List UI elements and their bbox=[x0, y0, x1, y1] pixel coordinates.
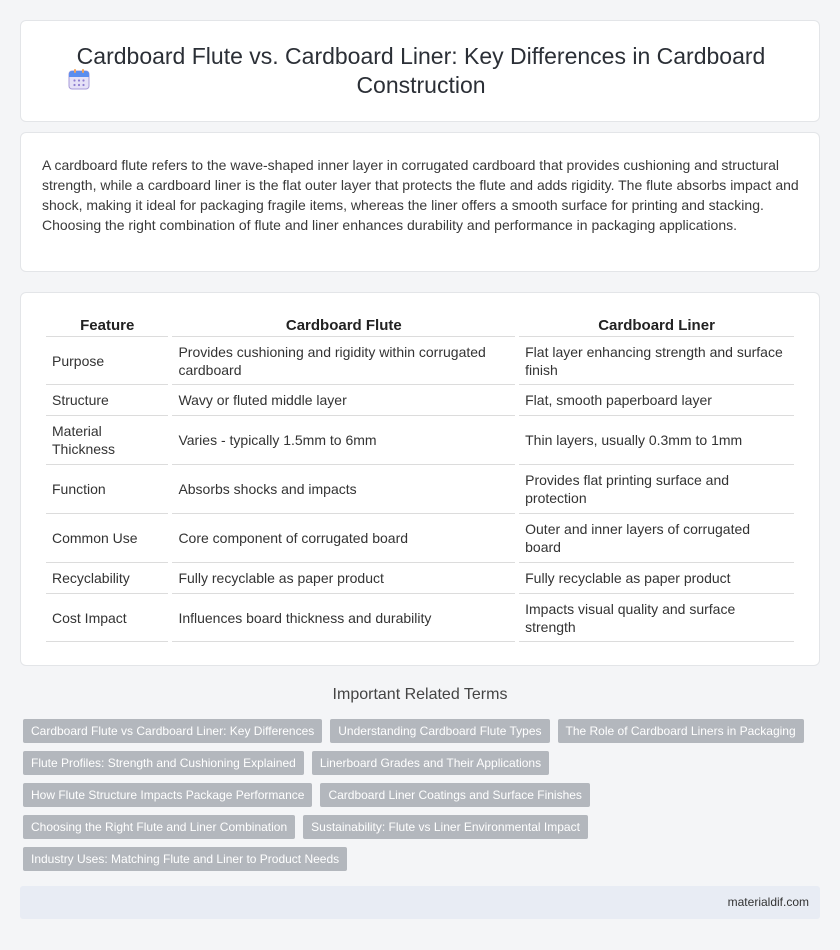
flute-cell: Core component of corrugated board bbox=[172, 514, 515, 563]
related-term-tag[interactable]: The Role of Cardboard Liners in Packaging bbox=[558, 719, 804, 743]
comparison-table-card bbox=[20, 292, 820, 666]
page-title: Cardboard Flute vs. Cardboard Liner: Key Differences in Cardboard Construction bbox=[76, 43, 766, 98]
footer bbox=[20, 886, 820, 919]
flute-cell: Provides cushioning and rigidity within corrugated cardboard bbox=[172, 337, 515, 385]
feature-cell: Purpose bbox=[46, 337, 168, 385]
related-term-tag[interactable]: Industry Uses: Matching Flute and Liner to Product Needs bbox=[23, 847, 347, 871]
liner-cell: Flat, smooth paperboard layer bbox=[519, 385, 794, 416]
related-term-tag[interactable]: Cardboard Flute vs Cardboard Liner: Key Differences bbox=[23, 719, 322, 743]
related-term-tag[interactable]: How Flute Structure Impacts Package Performance bbox=[23, 783, 312, 807]
flute-cell: Varies - typically 1.5mm to 6mm bbox=[172, 416, 515, 465]
flute-cell: Fully recyclable as paper product bbox=[172, 563, 515, 594]
header-liner: Cardboard Liner bbox=[519, 313, 794, 337]
flute-cell: Absorbs shocks and impacts bbox=[172, 465, 515, 514]
table-row bbox=[46, 594, 794, 642]
related-term-tag[interactable]: Cardboard Liner Coatings and Surface Finishes bbox=[320, 783, 589, 807]
intro-card bbox=[20, 132, 820, 272]
footer-site-link[interactable]: materialdif.com bbox=[727, 895, 809, 909]
flute-cell: Influences board thickness and durability bbox=[172, 594, 515, 642]
related-term-tag[interactable]: Sustainability: Flute vs Liner Environmental Impact bbox=[303, 815, 588, 839]
title-card bbox=[20, 20, 820, 122]
liner-cell: Outer and inner layers of corrugated board bbox=[519, 514, 794, 563]
comparison-table bbox=[42, 313, 798, 642]
related-term-tag[interactable]: Understanding Cardboard Flute Types bbox=[330, 719, 549, 743]
feature-cell: Cost Impact bbox=[46, 594, 168, 642]
feature-cell: Function bbox=[46, 465, 168, 514]
related-term-tag[interactable]: Linerboard Grades and Their Applications bbox=[312, 751, 549, 775]
table-row bbox=[46, 563, 794, 594]
table-row bbox=[46, 385, 794, 416]
flute-cell: Wavy or fluted middle layer bbox=[172, 385, 515, 416]
feature-cell: Recyclability bbox=[46, 563, 168, 594]
header-feature: Feature bbox=[46, 313, 168, 337]
related-term-tag[interactable]: Choosing the Right Flute and Liner Combination bbox=[23, 815, 295, 839]
feature-cell: Common Use bbox=[46, 514, 168, 563]
liner-cell: Impacts visual quality and surface strength bbox=[519, 594, 794, 642]
liner-cell: Flat layer enhancing strength and surface finish bbox=[519, 337, 794, 385]
related-terms-tags bbox=[23, 719, 813, 879]
liner-cell: Provides flat printing surface and protection bbox=[519, 465, 794, 514]
table-row bbox=[46, 337, 794, 385]
table-row bbox=[46, 416, 794, 465]
table-row bbox=[46, 465, 794, 514]
related-term-tag[interactable]: Flute Profiles: Strength and Cushioning Explained bbox=[23, 751, 304, 775]
feature-cell: Structure bbox=[46, 385, 168, 416]
intro-text: A cardboard flute refers to the wave-shaped inner layer in corrugated cardboard that provides cushioning and structural strength, while a cardboard liner is the flat outer layer that protects the flute and adds rigidity. The flute absorbs impact and shock, making it ideal for packaging fragile items, whereas the liner offers a smooth surface for printing and stacking. Choosing the right combination of flute and liner enhances durability and performance in packaging applications. bbox=[42, 157, 799, 233]
liner-cell: Thin layers, usually 0.3mm to 1mm bbox=[519, 416, 794, 465]
header-flute: Cardboard Flute bbox=[172, 313, 515, 337]
table-row bbox=[46, 514, 794, 563]
related-terms-title: Important Related Terms bbox=[332, 686, 508, 703]
liner-cell: Fully recyclable as paper product bbox=[519, 563, 794, 594]
feature-cell: Material Thickness bbox=[46, 416, 168, 465]
